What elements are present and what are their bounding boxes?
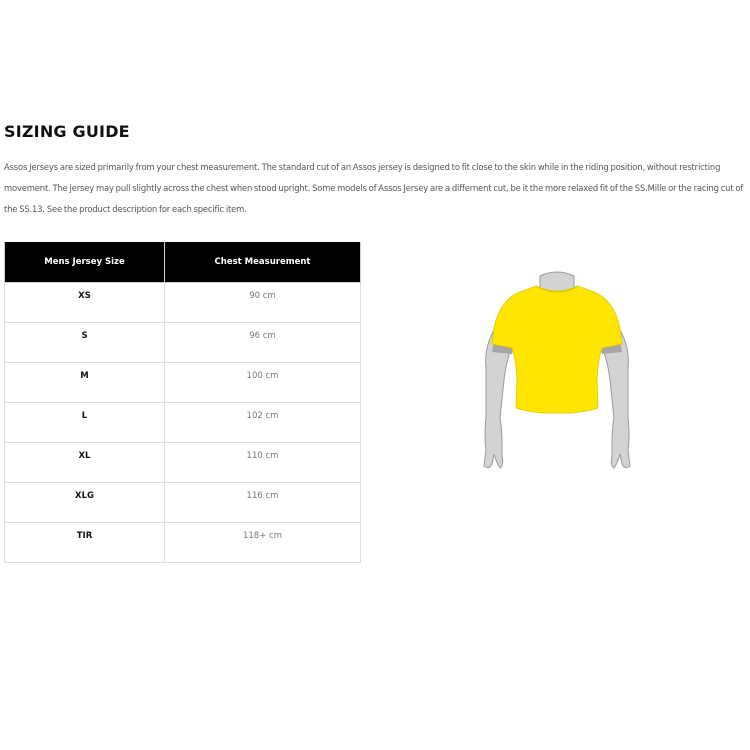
chest-value: 96 cm [249,331,276,341]
chest-cell [165,323,361,363]
table-row [5,363,361,403]
table-row [5,323,361,363]
chest-cell [165,403,361,443]
chest-cell [165,283,361,323]
size-label: TIR [76,531,93,541]
size-label: XL [78,451,91,461]
header-size: Mens Jersey Size [5,242,165,283]
table-row [5,483,361,523]
table-row [5,283,361,323]
chest-cell [165,523,361,563]
size-cell [5,283,165,323]
page-title: SIZING GUIDE [4,122,130,141]
chest-value: 102 cm [246,411,279,421]
size-cell [5,483,165,523]
size-cell [5,523,165,563]
chest-value: 110 cm [246,451,279,461]
size-label: M [80,371,89,381]
chest-value: 116 cm [246,491,279,501]
size-label: XLG [75,491,94,501]
size-cell [5,363,165,403]
chest-value: 100 cm [246,371,279,381]
jersey-on-mannequin-icon [480,268,634,474]
table-row [5,523,361,563]
size-cell [5,323,165,363]
header-chest: Chest Measurement [165,242,361,283]
chest-value: 118+ cm [242,531,282,541]
size-label: XS [78,291,91,301]
table-row [5,443,361,483]
size-table [4,242,361,563]
size-label: S [81,331,88,341]
size-cell [5,443,165,483]
table-header-row [5,242,361,283]
chest-cell [165,483,361,523]
size-cell [5,403,165,443]
size-label: L [81,411,88,421]
intro-paragraph: Assos Jerseys are sized primarily from your chest measurement. The standard cut of an Assos jersey is designed to fit close to the skin while in the riding position, without restricting movement. The jersey may pull slightly across the chest when stood upright. Some models of Assos Jersey are a differnent cut, be it the more relaxed fit of the SS.Mille or the racing cut of the SS.13. See the product description for each specific item. [4,162,744,214]
chest-cell [165,443,361,483]
chest-cell [165,363,361,403]
table-row [5,403,361,443]
chest-value: 90 cm [249,291,276,301]
